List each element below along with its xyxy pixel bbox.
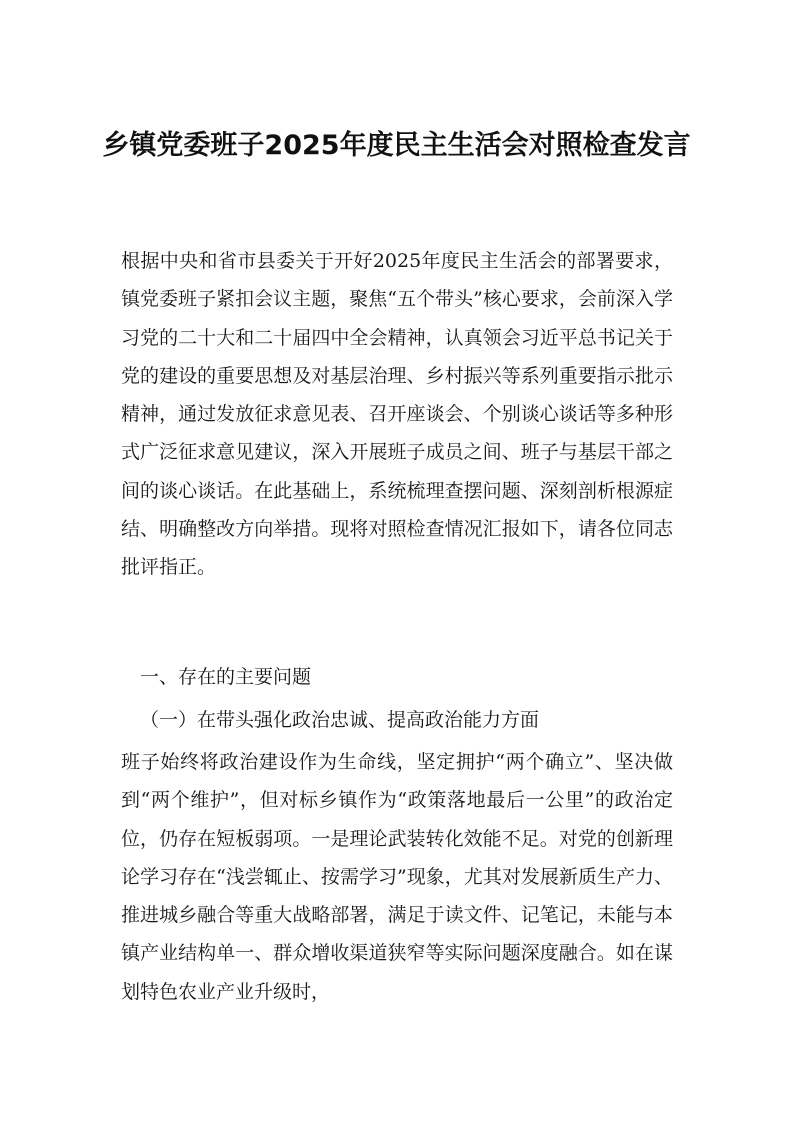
section-heading: 一、存在的主要问题: [140, 666, 312, 688]
document-title: 乡镇党委班子2025年度民主生活会对照检查发言: [102, 130, 691, 161]
body-paragraph: 班子始终将政治建设作为生命线，坚定拥护“两个确立”、坚决做到“两个维护”，但对标乡镇作为“政策落地最后一公里”的政治定位，仍存在短板弱项。一是理论武装转化效能不足。对党的创新理论学习存在“浅尝辄止、按需学习”现象，尤其对发展新质生产力、推进城乡融合等重大战略部署，满足于读文件、记笔记，未能与本镇产业结构单一、群众增收渠道狭窄等实际问题深度融合。如在谋划特色农业产业升级时，: [121, 751, 673, 1003]
intro-paragraph: 根据中央和省市县委关于开好2025年度民主生活会的部署要求，镇党委班子紧扣会议主题，聚焦“五个带头”核心要求，会前深入学习党的二十大和二十届四中全会精神，认真领会习近平总书记关于党的建设的重要思想及对基层治理、乡村振兴等系列重要指示批示精神，通过发放征求意见表、召开座谈会、个别谈心谈话等多种形式广泛征求意见建议，深入开展班子成员之间、班子与基层干部之间的谈心谈话。在此基础上，系统梳理查摆问题、深刻剖析根源症结、明确整改方向举措。现将对照检查情况汇报如下，请各位同志批评指正。: [121, 250, 673, 579]
subsection-heading: （一）在带头强化政治忠诚、提高政治能力方面: [140, 709, 540, 731]
